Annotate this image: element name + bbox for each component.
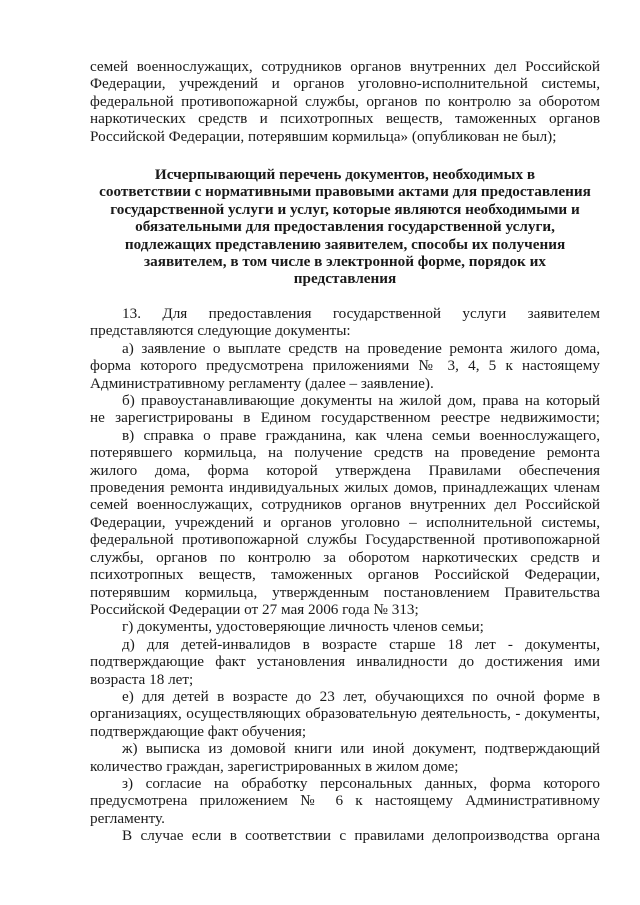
heading-line: подлежащих представлению заявителем, способы их получения xyxy=(124,235,566,253)
text-line: службы, органов по контролю за оборотом наркотических средств и xyxy=(90,548,600,566)
text-line: семей военнослужащих, сотрудников органов внутренних дел Российской xyxy=(90,496,600,514)
heading-line: заявителем, в том числе в электронной форме, порядок их xyxy=(144,253,546,271)
text-line: 13. Для предоставления государственной услуги заявителем xyxy=(122,305,600,322)
text-line: б) правоустанавливающие документы на жилой дом, права на который xyxy=(122,392,600,410)
text-line: Российской Федерации, потерявшим кормильца» (опубликован не был); xyxy=(90,127,557,145)
section-heading xyxy=(90,166,600,288)
text-line: федеральной противопожарной службы Государственной противопожарной xyxy=(90,531,600,549)
text-line: психотропных веществ, таможенных органов Российской Федерации, xyxy=(90,566,600,584)
text-line: количество граждан, зарегистрированных в жилом доме; xyxy=(90,757,459,775)
text-line: потерявшего кормильца, на получение средств на проведение ремонта xyxy=(90,444,600,462)
text-line: Российской Федерации от 27 мая 2006 года № 313; xyxy=(90,600,419,618)
text-line: форма которого предусмотрена приложениями № 3, 4, 5 к настоящему xyxy=(90,357,600,375)
text-line: представляются следующие документы: xyxy=(90,322,351,340)
text-line: наркотических средств и психотропных веществ, таможенных органов xyxy=(90,110,600,128)
text-line: проведения ремонта индивидуальных жилых домов, принадлежащих членам xyxy=(90,479,600,497)
text-line: семей военнослужащих, сотрудников органов внутренних дел Российской xyxy=(90,58,600,75)
text-line: организациях, осуществляющих образовательную деятельность, - документы, xyxy=(90,705,600,723)
text-line: подтверждающие факт обучения; xyxy=(90,722,307,740)
text-line: Административному регламенту (далее – заявление). xyxy=(90,374,434,392)
text-line: г) документы, удостоверяющие личность членов семьи; xyxy=(122,618,484,636)
text-line: е) для детей в возрасте до 23 лет, обучающихся по очной форме в xyxy=(122,687,600,705)
text-line: возраста 18 лет; xyxy=(90,670,194,688)
body-text xyxy=(90,305,600,845)
text-line: Федерации, учреждений и органов уголовно – исполнительной системы, xyxy=(90,513,600,531)
text-line: предусмотрена приложением № 6 к настоящему Административному xyxy=(90,792,600,810)
text-line: жилого дома, форма которой утверждена Правилами обеспечения xyxy=(90,461,600,479)
heading-line: государственной услуги и услуг, которые являются необходимыми и xyxy=(110,200,580,218)
text-line: д) для детей-инвалидов в возрасте старше 18 лет - документы, xyxy=(122,635,600,653)
text-line: в) справка о праве гражданина, как члена семьи военнослужащего, xyxy=(122,426,600,444)
text-line: з) согласие на обработку персональных данных, форма которого xyxy=(122,774,600,792)
heading-line: соответствии с нормативными правовыми актами для предоставления xyxy=(99,183,591,201)
heading-line: обязательными для предоставления государственной услуги, xyxy=(135,218,555,236)
text-line: потерявшим кормильца, утвержденным постановлением Правительства xyxy=(90,583,600,601)
heading-line: Исчерпывающий перечень документов, необходимых в xyxy=(154,166,536,183)
text-line: В случае если в соответствии с правилами делопроизводства органа xyxy=(122,827,600,845)
text-line: регламенту. xyxy=(90,809,165,827)
intro-paragraph xyxy=(90,58,600,145)
text-line: не зарегистрированы в Едином государственном реестре недвижимости; xyxy=(90,409,600,427)
text-line: ж) выписка из домовой книги или иной документ, подтверждающий xyxy=(122,740,600,758)
text-line: а) заявление о выплате средств на проведение ремонта жилого дома, xyxy=(122,339,600,357)
text-line: подтверждающие факт установления инвалидности до достижения ими xyxy=(90,653,600,671)
text-line: Федерации, учреждений и органов уголовно-исполнительной системы, xyxy=(90,75,600,93)
heading-line: представления xyxy=(293,270,397,288)
text-line: федеральной противопожарной службы, органов по контролю за оборотом xyxy=(90,92,600,110)
